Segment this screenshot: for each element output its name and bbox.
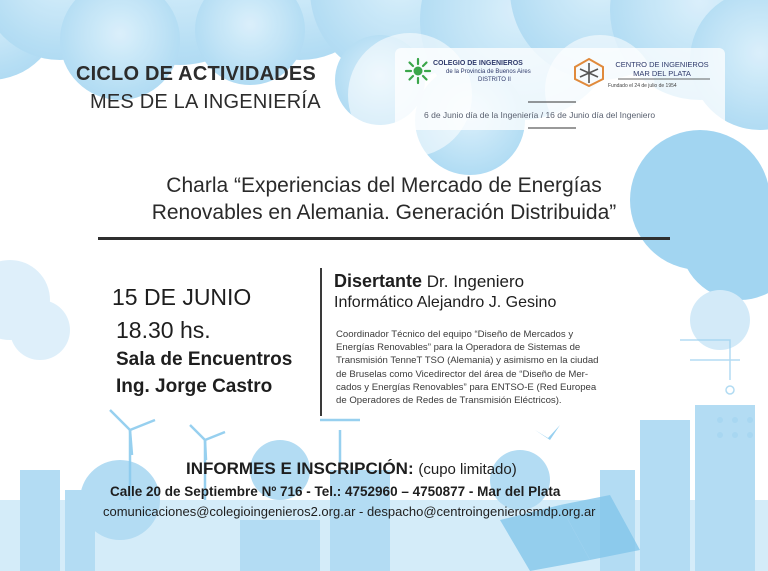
talk-title-line1: Charla “Experiencias del Mercado de Energías <box>166 174 602 197</box>
event-time: 18.30 hs. <box>116 317 211 343</box>
speaker-bio-line: Coordinador Técnico del equipo “Diseño de Mercados y <box>336 329 574 340</box>
details-divider <box>320 268 322 416</box>
talk-title <box>80 172 688 226</box>
registration-heading <box>186 459 517 479</box>
talk-title-line2: Renovables en Alemania. Generación Distribuida” <box>151 201 617 224</box>
contact-address: Calle 20 de Septiembre Nº 716 - Tel.: 4752960 – 4750877 - Mar del Plata <box>110 484 561 499</box>
title-divider <box>98 237 670 240</box>
event-venue-name: Ing. Jorge Castro <box>116 376 273 397</box>
contact-emails[interactable]: comunicaciones@colegioingenieros2.org.ar - despacho@centroingenierosmdp.org.ar <box>103 504 596 519</box>
colegio-logo-distrito: DISTRITO II <box>478 77 511 83</box>
speaker-bio-line: de Operadores de Redes de Transmisión Eléctricos). <box>336 395 562 407</box>
speaker-label: Disertante <box>334 271 423 291</box>
speaker-bio-line: Energías Renovables” para la Operadora de Sistemas de <box>336 342 581 354</box>
speaker-heading <box>334 271 524 292</box>
colegio-logo-subtitle: de la Provincia de Buenos Aires <box>446 69 531 75</box>
header-title: CICLO DE ACTIVIDADES <box>76 63 316 85</box>
centro-logo-title <box>612 60 712 78</box>
centro-logo-icon <box>572 57 606 87</box>
speaker-bio-line: cados y Energías Renovables” para ENTSO-E (Red Europea <box>336 381 597 393</box>
engineering-days-text: 6 de Junio día de la Ingeniería / 16 de Junio día del Ingeniero <box>424 110 656 120</box>
centro-logo-line1: CENTRO DE INGENIEROS <box>615 60 709 69</box>
speaker-name: Informático Alejandro J. Gesino <box>334 294 557 311</box>
registration-title: INFORMES E INSCRIPCIÓN: <box>186 459 414 478</box>
event-date: 15 DE JUNIO <box>112 284 252 310</box>
centro-logo-subtitle: Fundado el 24 de julio de 1954 <box>608 83 677 89</box>
speaker-bio-line: de Bruselas como Vicedirector del área de “Diseño de Mer- <box>336 368 589 380</box>
speaker-bio <box>336 328 676 407</box>
speaker-bio-line: Transmisión TenneT TSO (Alemania) y asimismo en la ciudad <box>336 355 599 367</box>
event-venue: Sala de Encuentros <box>116 349 293 370</box>
colegio-logo-icon <box>404 57 432 85</box>
header-subtitle: MES DE LA INGENIERÍA <box>90 91 321 113</box>
colegio-logo-title: COLEGIO DE INGENIEROS <box>433 60 523 67</box>
registration-note: (cupo limitado) <box>418 461 517 478</box>
speaker-title: Dr. Ingeniero <box>426 272 525 291</box>
centro-logo-line2: MAR DEL PLATA <box>633 69 691 78</box>
right-illustration <box>630 130 768 350</box>
